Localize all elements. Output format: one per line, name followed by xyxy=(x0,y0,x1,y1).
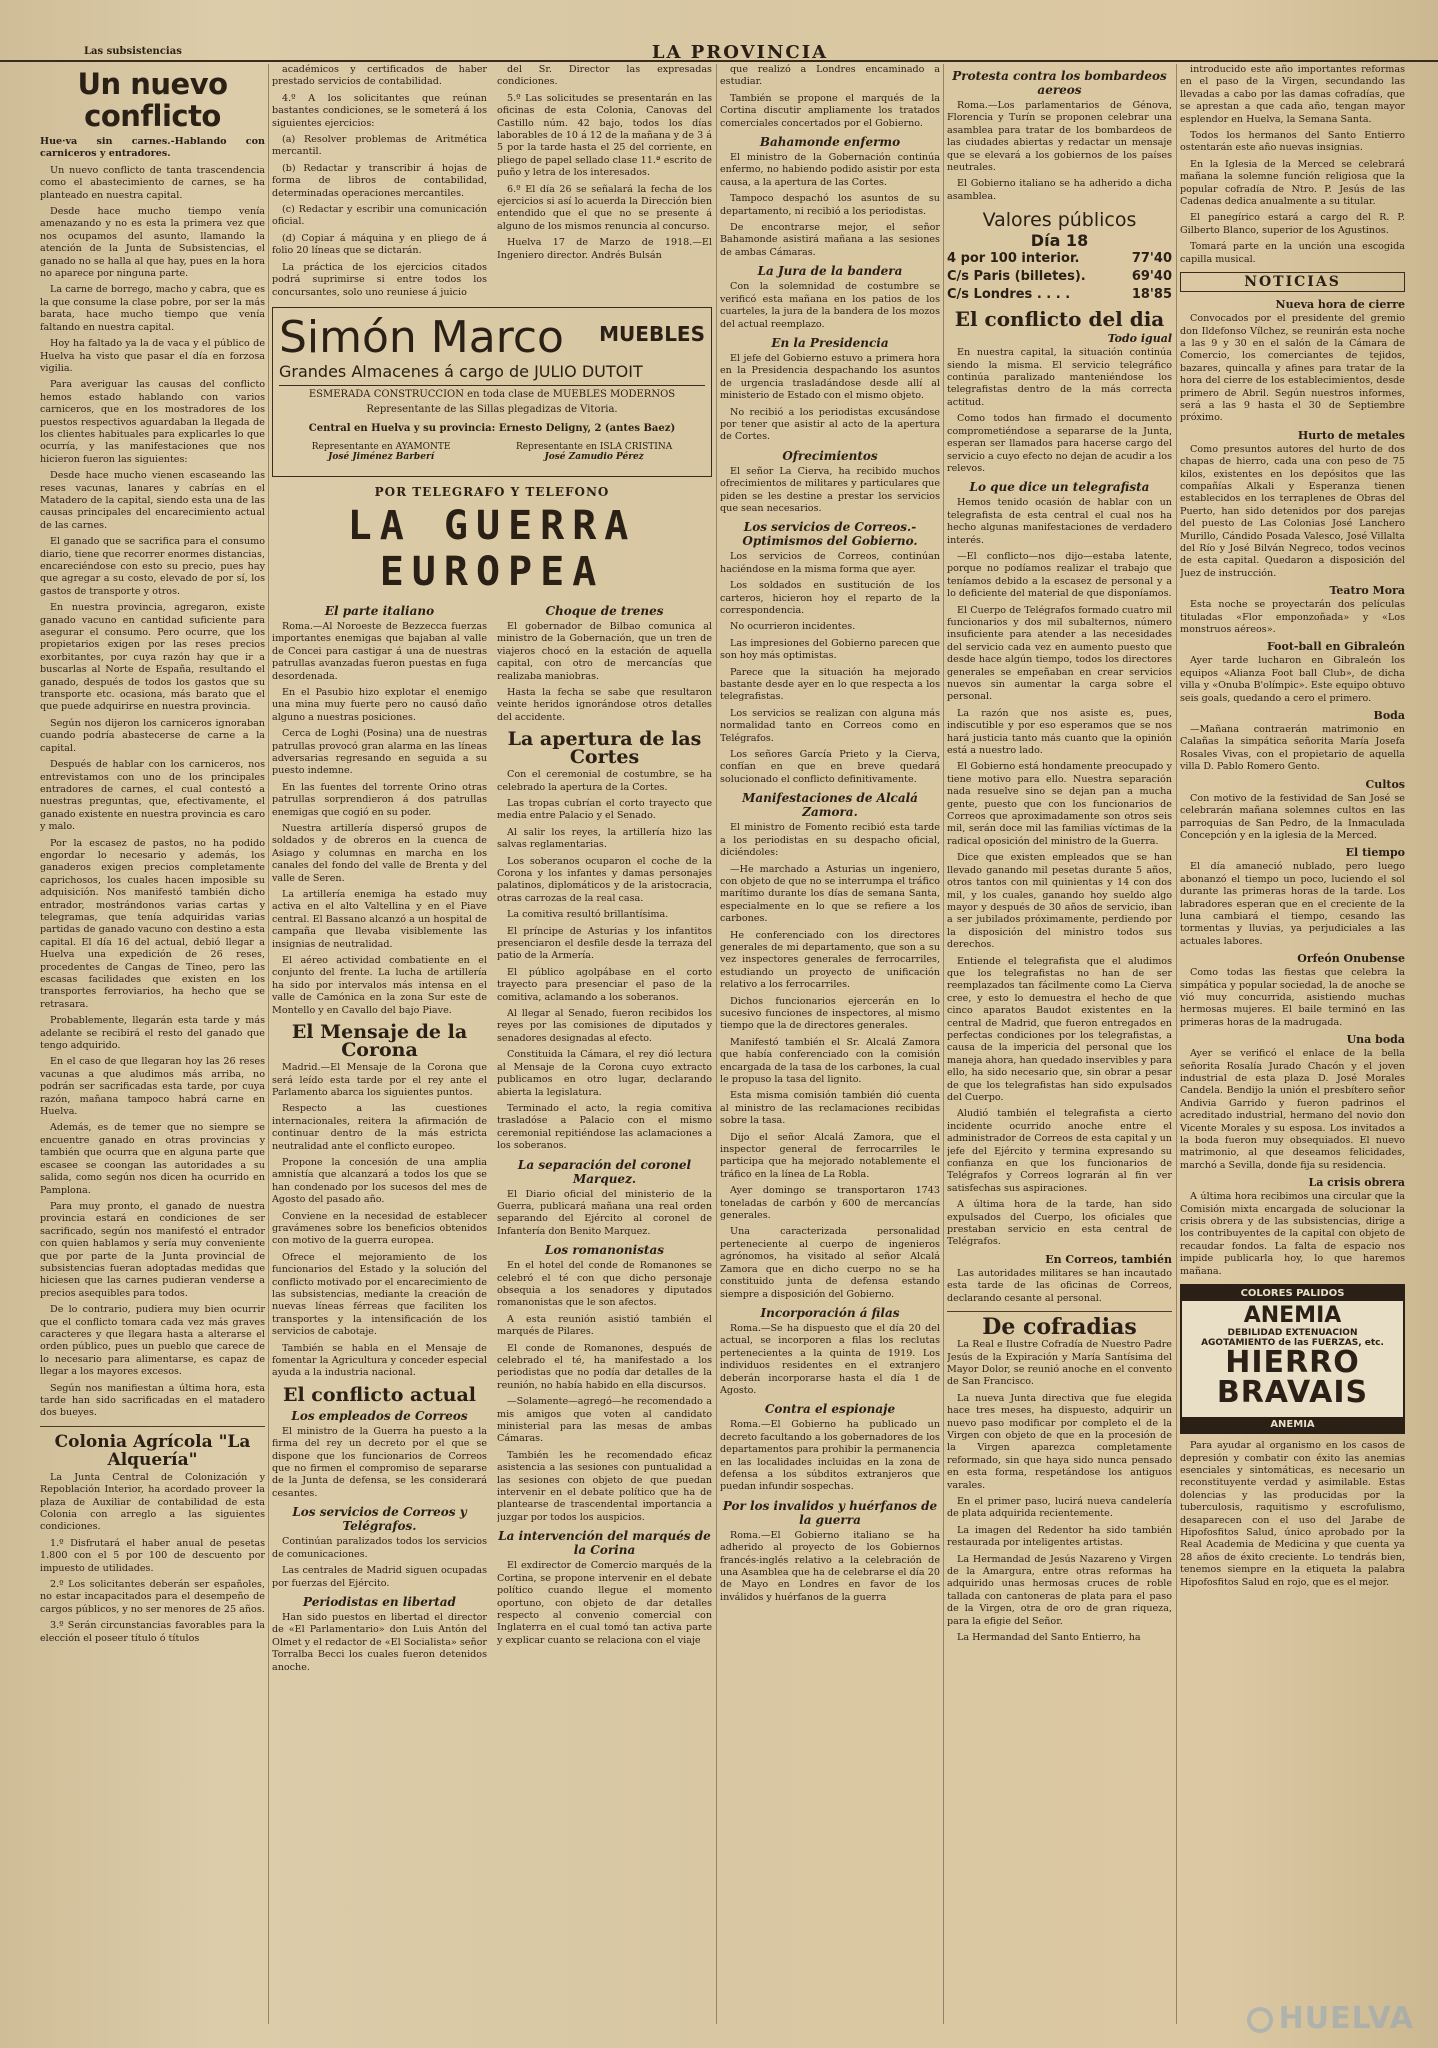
paragraph: académicos y certificados de haber prestado servicios de contabilidad. xyxy=(272,64,487,88)
paragraph: Madrid.—El Mensaje de la Corona que será leído esta tarde por el rey ante el Parlamento abarca los siguientes puntos. xyxy=(272,1062,487,1098)
paragraph: 2.º Los solicitantes deberán ser españoles, no estar incapacitados para el desempeño de cargos públicos, y no ser menores de 25 años. xyxy=(40,1579,265,1615)
ad-rep-ayamonte xyxy=(312,442,451,462)
paragraph: He conferenciado con los directores generales de mi departamento, que son a su vez inspectores generales de ferrocarriles, estudiando un proyecto de unificación relativo a los ferrocarriles. xyxy=(720,929,940,991)
paragraph: Respecto a las cuestiones internacionales, reitera la afirmación de continuar dentro de la más estricta neutralidad ante el conflicto europeo. xyxy=(272,1103,487,1152)
ad-rep-name: José Jiménez Barberí xyxy=(328,451,435,462)
valores-title: Valores públicos xyxy=(982,209,1137,232)
colonia-continued xyxy=(272,64,712,303)
paragraph: El Cuerpo de Telégrafos formado cuatro mil funcionarios y dos mil subalternos, número insuficiente para atender a las necesidades del servicio cada vez en aumento puesto que desde hace algún tiempo, todos los directores generales se empeñaban en crear servicios nuevos sin aumentar la carga sobre el personal. xyxy=(947,604,1172,703)
paragraph: El aéreo actividad combatiente en el conjunto del frente. La lucha de artillería ha sido por intervalos más intensa en el valle de Camónica en la zona Sur este de Montello y en Cavallo del bajo Piave. xyxy=(272,955,487,1016)
article-body xyxy=(1180,64,1405,266)
paragraph: Entiende el telegrafista que el aludimos que los telegrafistas no han de ser reemplazados tan fácilmente como La Cierva cree, y esto lo demuestra el hecho de que cinco aparatos Baudot existentes en la central de Madrid, que fueron entregados en perfectas condiciones por los telegrafistas, a causa de la impericia del personal que los maneja ahora, han quedado inservibles y para ello, ha sido necesario que, sin obrar a pesar de que los telegrafistas han sido expulsados del Cuerpo. xyxy=(947,955,1172,1103)
paragraph: Desde hace mucho tiempo venía amenazando y no es esta la primera vez que nos ocupamos del asunto, llamando la atención de la Junta de Subsistencias, el ganado no se halla al que hay, pues en la hora no aparece por ninguna parte. xyxy=(40,206,265,280)
paragraph: El exdirector de Comercio marqués de la Cortina, se propone intervenir en el debate político cuando llegue el momento oportuno, con objeto de dar detalles respecto al convenio comercial con Inglaterra en el cual tomó tan activa parte y explicar cuanto se relaciona con el viaje xyxy=(497,1560,712,1646)
news-item-title: Nueva hora de cierre xyxy=(1275,298,1405,312)
guerra-left xyxy=(272,599,487,1678)
paragraph: Roma.—Los parlamentarios de Génova, Florencia y Turín se proponen celebrar una asamblea para tratar de los bombardeos de las ciudades abiertas y redactar un mensaje que se elevará a los gobiernos de los países neutrales. xyxy=(947,100,1172,174)
paragraph: Tampoco despachó los asuntos de su departamento, ni recibió a los periodistas. xyxy=(720,193,940,217)
news-item-title: La crisis obrera xyxy=(1308,1176,1405,1190)
watermark-logo-icon xyxy=(1247,2007,1273,2033)
news-item-text: —Mañana contraerán matrimonio en Calañas la simpática señorita María Josefa Rosales Vivas, con el propietario de aquella villa D. Pablo Romero Gento. xyxy=(1180,724,1405,773)
article-body xyxy=(720,1419,940,1493)
paragraph: (c) Redactar y escribir una comunicación oficial. xyxy=(272,204,487,228)
subhead: El parte italiano xyxy=(324,603,435,618)
paragraph: Huelva 17 de Marzo de 1918.—El Ingeniero director. Andrés Bulsán xyxy=(497,237,712,261)
column-rule xyxy=(943,64,944,2024)
paragraph: La Hermandad de Jesús Nazareno y Virgen de la Amargura, entre otras reformas ha adquirido unas hermosas cruces de roble tallada con cantoneras de plata para el paso de la Virgen, otra de oro de gran riqueza, para la efigie del Señor. xyxy=(947,1553,1172,1627)
column-2 xyxy=(272,64,712,2024)
article-body xyxy=(497,64,712,303)
ad-brand-name: Simón Marco xyxy=(279,311,564,363)
column-rule xyxy=(1176,64,1177,2024)
paragraph: El jefe del Gobierno estuvo a primera hora en la Presidencia despachando los asuntos de urgencia trasladándose desde allí al ministerio de Estado con el mismo objeto. xyxy=(720,352,940,402)
headline-colonia: Colonia Agrícola "La Alquería" xyxy=(54,1431,251,1470)
article-body xyxy=(720,1530,940,1604)
ad-construction: ESMERADA CONSTRUCCION en toda clase de MUEBLES MODERNOS xyxy=(279,385,705,400)
subhead: Los romanonistas xyxy=(544,1243,664,1258)
paragraph: A última hora de la tarde, han sido expulsados del Cuerpo, los oficiales que prestaban servicio en esta central de Telégrafos. xyxy=(947,1199,1172,1248)
subhead: Manifestaciones de Alcalá Zamora. xyxy=(742,791,918,820)
paragraph: También les he recomendado eficaz asistencia a las sesiones con puntualidad a las sesiones con objeto de que puedan intervenir en el debate político que ha de plantearse de trascendental importancia a juzgar por todos los auspicios. xyxy=(497,1449,712,1523)
article-body xyxy=(272,1612,487,1674)
paragraph: En nuestra capital, la situación continúa siendo la misma. El servicio telegráfico continúa paralizado manteniéndose los telegrafistas dentro de la más correcta actitud. xyxy=(947,347,1172,408)
paragraph: Probablemente, llegarán esta tarde y más adelante se recibirá el resto del ganado que tengo adquirido. xyxy=(40,1015,265,1052)
article-body xyxy=(947,1339,1172,1644)
rate-label: C/s Paris (billetes). xyxy=(947,269,1086,285)
rate-label: 4 por 100 interior. xyxy=(947,251,1080,267)
paragraph: La Hermandad del Santo Entierro, ha xyxy=(957,1632,1141,1644)
article-body xyxy=(272,1062,487,1380)
paragraph: En el Pasubio hizo explotar el enemigo una mina muy fuerte pero no causó daño alguno a nuestras posiciones. xyxy=(272,686,487,723)
column-rule xyxy=(268,64,269,2024)
subhead: Los servicios de Correos y Telégrafos. xyxy=(292,1505,467,1534)
subhead: Lo que dice un telegrafista xyxy=(969,480,1150,495)
news-item-title: Teatro Mora xyxy=(1329,584,1405,598)
paragraph: Las tropas cubrían el corto trayecto que media entre Palacio y el Senado. xyxy=(497,797,712,822)
article-body xyxy=(497,1189,712,1239)
subhead: Por los invalidos y huérfanos de la guerra xyxy=(722,1498,938,1527)
paragraph: (a) Resolver problemas de Aritmética mercantil. xyxy=(272,134,487,158)
paragraph: El gobernador de Bilbao comunica al ministro de la Gobernación, que un tren de viajeros chocó en la estación de aquella capital, con otro de mercancías que realizaba maniobras. xyxy=(497,620,712,682)
article-body xyxy=(272,1426,487,1500)
paragraph: Propone la concesión de una amplia amnistía que alcanzará a todos los que se han condenado por los sucesos del mes de Agosto del pasado año. xyxy=(272,1156,487,1206)
article-body xyxy=(497,1560,712,1647)
paragraph: Según nos manifiestan a última hora, esta tarde han sido sacrificadas en el matadero dos bueyes. xyxy=(40,1382,265,1419)
paragraph: Terminado el acto, la regia comitiva trasladóse a Palacio con el mismo ceremonial repitiéndose las aclamaciones a los soberanos. xyxy=(497,1102,712,1152)
paragraph: Dijo el señor Alcalá Zamora, que el inspector general de ferrocarriles le participa que ha mejorado notablemente el tráfico en la línea de La Robla. xyxy=(720,1131,940,1180)
news-item-title: Hurto de metales xyxy=(1297,428,1405,442)
paragraph: Roma.—Se ha dispuesto que el día 20 del actual, se incorporen a filas los reclutas pertenecientes a la quinta de 1919. Los individuos residentes en el extranjero deberán incorporarse hasta el día 1 de Agosto. xyxy=(720,1322,940,1396)
rate-value: 18'85 xyxy=(1131,287,1172,303)
paragraph: Los señores García Prieto y la Cierva, confían en que en breve quedará solucionado el conflicto definitivamente. xyxy=(720,749,940,785)
headline-mensaje: El Mensaje de la Corona xyxy=(291,1021,468,1062)
subhead: Protesta contra los bombardeos aereos xyxy=(952,69,1167,97)
subhead: En la Presidencia xyxy=(771,335,889,350)
article-body xyxy=(947,1268,1172,1305)
guerra-right xyxy=(497,599,712,1678)
column-3 xyxy=(720,64,940,2024)
archive-watermark xyxy=(1247,2001,1414,2036)
masthead xyxy=(0,40,1438,62)
article-body xyxy=(720,353,940,444)
article-body xyxy=(720,822,940,1301)
divider xyxy=(40,1426,265,1427)
paragraph: Continúan paralizados todos los servicios de comunicaciones. xyxy=(272,1536,487,1560)
paragraph: Los servicios de Correos, continúan haciéndose en la misma forma que ayer. xyxy=(720,551,940,575)
news-item-text: A última hora recibimos una circular que la Comisión mixta encargada de solucionar la crisis obrera y de las subsistencias, dirige a los contribuyentes de la capital con objeto de recaudar fondos. La falta de espacio nos impide publicarla hoy, lo que haremos mañana. xyxy=(1180,1191,1405,1277)
article-body xyxy=(272,621,487,1017)
paragraph: El príncipe de Asturias y los infantitos presenciaron el desfile desde la terraza del patio de la Armería. xyxy=(497,925,712,962)
paragraph: Hoy ha faltado ya la de vaca y el público de Huelva ha visto que pasar el día en forzosa vigilia. xyxy=(40,338,265,374)
column-5 xyxy=(1180,64,1405,2024)
ad-bravais: BRAVAIS xyxy=(1216,1375,1369,1411)
paragraph: —He marchado a Asturias un ingeniero, con objeto de que no se interrumpa el tráfico marítimo durante los días de semana Santa, especialmente en lo que se refiere a los carbones. xyxy=(720,863,940,925)
paragraph: Una caracterizada personalidad perteneciente al cuerpo de ingenieros agrónomos, ha visitado al señor Alcalá Zamora que en dicho cuerpo no se ha constituido junta de defensa estando siempre a disposición del Gobierno. xyxy=(720,1226,940,1300)
paragraph: 1.º Disfrutará el haber anual de pesetas 1.800 con el 5 por 100 de descuento por impuesto de utilidades. xyxy=(40,1537,265,1574)
ad-agotamiento: AGOTAMIENTO de las FUERZAS, etc. xyxy=(1201,1338,1384,1349)
ad-debilidad: DEBILIDAD EXTENUACION xyxy=(1227,1328,1358,1339)
paragraph: El ministro de Fomento recibió esta tarde a los periodistas en su despacho oficial, diciéndoles: xyxy=(720,822,940,859)
headline-cofradias: De cofradias xyxy=(982,1314,1137,1341)
article-body xyxy=(497,621,712,724)
news-item-title: Boda xyxy=(1373,709,1405,723)
paragraph: No ocurrieron incidentes. xyxy=(730,621,856,633)
headline-conflicto-actual: El conflicto actual xyxy=(282,1383,477,1406)
ad-rep-label: Representante en ISLA CRISTINA xyxy=(516,441,673,452)
paragraph: El ministro de la Gobernación continúa enfermo, no habiendo podido asistir por esta causa, a la apertura de las Cortes. xyxy=(720,152,940,188)
headline-nuevo-conflicto: Un nuevo conflicto xyxy=(77,67,228,133)
column-rule xyxy=(716,64,717,2024)
article-body xyxy=(272,1536,487,1590)
subhead: Contra el espionaje xyxy=(764,1402,896,1417)
news-item-title: Orfeón Onubense xyxy=(1297,952,1405,966)
article-body xyxy=(720,551,940,786)
paragraph: Los soldados en sustitución de los carteros, hicieron hoy el reparto de la correspondencia. xyxy=(720,580,940,616)
paragraph: Los soberanos ocuparon el coche de la Corona y los infantes y damas personajes palatinos, diplomáticos y de la aristocracia, otras carrozas de la real casa. xyxy=(497,855,712,904)
rate-value: 77'40 xyxy=(1131,251,1172,267)
guerra-columns xyxy=(272,599,712,1678)
rate-value: 69'40 xyxy=(1131,269,1172,285)
news-item-title: El tiempo xyxy=(1345,846,1405,860)
subhead-right: En Correos, también xyxy=(1045,1252,1172,1266)
rates-list xyxy=(947,250,1172,304)
paragraph: Según nos dijeron los carniceros ignoraban cuando podría abastecerse de carne a la capital. xyxy=(40,717,265,754)
paragraph: Nuestra artillería dispersó grupos de soldados y de obreros en la cuenca de Asiago y columnas en marcha en los canales del fondo del valle de Brenta y del valle de Seren. xyxy=(272,823,487,884)
paragraph: La imagen del Redentor ha sido también restaurada por inteligentes artistas. xyxy=(947,1524,1172,1549)
news-item-text: Esta noche se proyectarán dos películas tituladas «Flor emponzoñada» y «Los monstruos aéreos». xyxy=(1180,599,1405,636)
article-body xyxy=(720,1323,940,1397)
paragraph: Las impresiones del Gobierno parecen que son hoy más optimistas. xyxy=(720,637,940,662)
news-item-text: Como presuntos autores del hurto de dos chapas de hierro, cada una con peso de 75 kilos, existentes en los depósitos que las compañías Alkali y Esperanza tienen establecidos en los terraplenes de Obras del Puerto, han sido detenidos por dos parejas del puesto de Las Colonias José Lanchero Murillo, Cándido Posada Valesco, José Villalta del Río y José Bilván Negreco, todos vecinos de esta capital. Quedaron a disposición del Juez de instrucción. xyxy=(1180,443,1405,579)
paragraph: La práctica de los ejercicios citados podrá suprimirse si entre todos los concursantes, solo uno reuniese á juicio xyxy=(272,261,487,298)
paragraph: Con el ceremonial de costumbre, se ha celebrado la apertura de la Cortes. xyxy=(497,769,712,793)
paragraph: El Diario oficial del ministerio de la Guerra, publicará mañana una real orden separando del Ejército al coronel de Infantería don Benito Marquez. xyxy=(497,1188,712,1237)
paragraph: La razón que nos asiste es, pues, indiscutible y por eso esperamos que se nos hará justicia tanto más cuanto que la opinión está a nuestro lado. xyxy=(947,707,1172,757)
paragraph: Al llegar al Senado, fueron recibidos los reyes por las comisiones de diputados y senadores designadas al efecto. xyxy=(497,1008,712,1044)
valores-day: Día 18 xyxy=(1030,231,1089,251)
paragraph: Hasta la fecha se sabe que resultaron veinte heridos ignorándose otros detalles del accidente. xyxy=(497,686,712,723)
paragraph: El Gobierno italiano se ha adherido a dicha asamblea. xyxy=(947,178,1172,202)
paragraph: Las centrales de Madrid siguen ocupadas por fuerzas del Ejército. xyxy=(272,1565,487,1589)
paragraph: La comitiva resultó brillantísima. xyxy=(507,909,669,921)
article-body xyxy=(40,1472,265,1645)
paragraph: Roma.—Al Noroeste de Bezzecca fuerzas importantes enemigas que bajaban al valle de Concei para castigar á una de nuestras patrullas avanzadas fueron puestas en fuga desordenada. xyxy=(272,620,487,682)
paragraph: Ayer domingo se transportaron 1743 toneladas de carbón y 600 de mercancías generales. xyxy=(720,1185,940,1222)
paragraph: A esta reunión asistió también el marqués de Pilares. xyxy=(497,1313,712,1338)
paragraph: (d) Copiar á máquina y en pliego de á folio 20 líneas que se dictarán. xyxy=(272,232,487,257)
paragraph: No recibió a los periodistas excusándose por tener que asistir al acto de la apertura de Cortes. xyxy=(720,406,940,443)
article-deck: Hue·va sin carnes.-Hablando con carniceros y entradores. xyxy=(40,136,265,160)
paragraph: También se habla en el Mensaje de fomentar la Agricultura y conceder especial ayuda a la industria nacional. xyxy=(272,1342,487,1379)
article-body xyxy=(720,281,940,331)
paragraph: La Junta Central de Colonización y Repoblación Interior, ha acordado proveer la plaza de Auxiliar de contabilidad de esta Colonia con arreglo a las siguientes condiciones. xyxy=(40,1471,265,1533)
rate-label: C/s Londres . . . . xyxy=(947,287,1071,303)
news-item-text: Convocados por el presidente del gremio don Ildefonso Vílchez, se reunirán esta noche a las 9 y 30 en el salón de la Cámara de Comercio, los comerciantes de tejidos, bazares, quincalla y afines para tratar de la hora del cierre de los establecimientos, desde primero de Abril. Según nuestros informes, será a las 9 hasta el 30 de Septiembre próximo. xyxy=(1180,313,1405,424)
headline-conflicto-dia: El conflicto del dia xyxy=(954,307,1165,332)
ad-rep-label: Representante en AYAMONTE xyxy=(311,441,451,452)
paragraph: La carne de borrego, macho y cabra, que es la que consume la clase pobre, por ser la más barata, hace mucho tiempo que venía faltando en nuestra capital. xyxy=(40,284,265,333)
advertisement-hierro-bravais xyxy=(1180,1284,1405,1434)
rate-row xyxy=(947,286,1172,304)
ad-anemia: ANEMIA xyxy=(1243,1303,1342,1329)
paragraph: 3.º Serán circunstancias favorables para la elección el poseer título ó títulos xyxy=(40,1620,265,1644)
paragraph: Después de hablar con los carniceros, nos entrevistamos con uno de los principales entradores de carnes, el cual contestó a nuestras preguntas, que, efectivamente, el ganado existente en nuestra provincia es caro y malo. xyxy=(40,759,265,833)
ad-central: Central en Huelva y su provincia: Ernesto Deligny, 2 (antes Baez) xyxy=(308,422,676,434)
paragraph: La Real e Ilustre Cofradía de Nuestro Padre Jesús de la Expiración y María Santísima del Mayor Dolor, se reunió anoche en el convento de San Francisco. xyxy=(947,1339,1172,1388)
ad-bottom-band: ANEMIA xyxy=(1182,1417,1403,1432)
ad-hierro: HIERRO xyxy=(1225,1345,1360,1381)
paragraph: En el primer paso, lucirá nueva candelería de plata adquirida recientemente. xyxy=(947,1495,1172,1520)
paragraph: El conde de Romanones, después de celebrado el té, ha manifestado a los periodistas que no podía dar detalles de la reunión, no había habido en ella discursos. xyxy=(497,1342,712,1391)
paragraph: Cerca de Loghi (Posina) una de nuestras patrullas provocó gran alarma en las líneas adversarias regresando en seguida a su puesto indemne. xyxy=(272,728,487,777)
article-body xyxy=(497,1260,712,1524)
ad-rep-name: José Zamudio Pérez xyxy=(544,451,644,462)
subhead: La Jura de la bandera xyxy=(757,264,903,279)
paragraph: introducido este año importantes reformas en el paso de la Virgen, secundando las llevadas a cabo por las damas cofradías, que se aprestan a que cada año, tengan mayor esplendor en Huelva, la Semana Santa. xyxy=(1180,64,1405,125)
paragraph: En el hotel del conde de Romanones se celebró el té con que dicho personaje obsequia a los senadores y diputados romanonistas que le son afectos. xyxy=(497,1260,712,1309)
article-body xyxy=(947,100,1172,203)
paragraph: Los servicios se realizan con alguna más normalidad tanto en Correos como en Telégrafos. xyxy=(720,707,940,744)
ad-representante: Representante de las Sillas plegadizas de Vitoria. xyxy=(366,403,618,415)
article-body xyxy=(720,152,940,259)
news-item-text: Ayer se verificó el enlace de la bella señorita Rosalía Jurado Chacón y el joven industrial de esta plaza D. José Morales Candela. Bendijo la unión el presbítero señor Andivia Garrido y fueron padrinos el acreditado industrial, hermano del novio don Vicente Morales y su esposa. Los invitados a la boda fueron muy obsequiados. El nuevo matrimonio, al que deseamos felicidades, marchó a Sevilla, donde fija su residencia. xyxy=(1180,1048,1405,1171)
paragraph: 6.º El día 26 se señalará la fecha de los ejercicios si así lo acuerda la Dirección bien entendido que el que no se presente á alguno de los mismos renuncia al concurso. xyxy=(497,183,712,232)
subhead: La separación del coronel Marquez. xyxy=(517,1157,692,1186)
subhead: Incorporación á filas xyxy=(760,1305,900,1320)
paragraph: En la Iglesia de la Merced se celebrará mañana la solemne función religiosa que la popular cofradía de Ntro. P. Jesús de las Cadenas dedica anualmente a su titular. xyxy=(1180,158,1405,208)
paragraph: —Solamente—agregó—he recomendado a mis amigos que voten al candidato ministerial para las mesas de ambas Cámaras. xyxy=(497,1396,712,1445)
subhead: Bahamonde enfermo xyxy=(759,135,901,150)
news-item-text: Ayer tarde lucharon en Gibraleón los equipos «Alianza Foot ball Club», de dicha villa y «Onuba B'olímpic». Este equipo obtuvo seis goals, quedando a cero el primero. xyxy=(1180,655,1405,704)
headline-apertura: La apertura de las Cortes xyxy=(507,728,702,769)
subhead: Choque de trenes xyxy=(545,603,664,618)
paragraph: Manifestó también el Sr. Alcalá Zamora que había conferenciado con la comisión encargada de la tasa de los carbones, la cual le propuso la tasa del lignito. xyxy=(720,1036,940,1085)
rate-row xyxy=(947,268,1172,286)
paragraph: En nuestra provincia, agregaron, existe ganado vacuno en cantidad suficiente para asegurar el consumo. Pero ocurre, que los propietarios exigen por las reses precios exorbitantes, por cuya razón hay que ir a buscarlas al Norte de España, resultando el ganado, después de todos los gastos que su transporte etc. ocasiona, más barato que el que puede adquirirse en nuestra provincia. xyxy=(40,602,265,713)
subhead: Ofrecimientos xyxy=(782,448,878,463)
subhead: La intervención del marqués de la Corina xyxy=(498,1529,711,1558)
paragraph: Constituida la Cámara, el rey dió lectura al Mensaje de la Corona cuyo extracto publicamos en otro lugar, declarando abierta la legislatura. xyxy=(497,1049,712,1098)
paragraph: En las fuentes del torrente Orino otras patrullas sorprendieron á dos patrullas enemigas que cogió en su poder. xyxy=(272,781,487,818)
ad-top-band: COLORES PALIDOS xyxy=(1182,1286,1403,1301)
article-body xyxy=(497,769,712,1152)
article-body xyxy=(40,165,265,1420)
paragraph: El Gobierno está hondamente preocupado y tiene motivo para ello. Nuestra separación nada resuelve sino se dejan pan a mucha gente, puesto que con los funcionarios de Correos que aproximadamente son otros seis mil, serán doce mil las familias víctimas de la radical oposición del ministro de la Guerra. xyxy=(947,761,1172,847)
paragraph: 5.º Las solicitudes se presentarán en las oficinas de esta Colonia, Canovas del Castillo núm. 42 bajo, todos los días laborables de 10 á 12 de la mañana y de 3 á 5 por la tarde hasta el 25 del corriente, en pliego de papel sellado clase 11.ª escrito de puño y letra de los interesados. xyxy=(497,92,712,179)
article-body xyxy=(1180,1440,1405,1589)
news-item-text: Como todas las fiestas que celebra la simpática y popular sociedad, la de anoche se vió muy concurrida, asistiendo muchas hermosas mujeres. El baile terminó en las primeras horas de la madrugada. xyxy=(1180,967,1405,1028)
paragraph: 4.º A los solicitantes que reúnan bastantes condiciones, se le someterá á los siguientes ejercicios: xyxy=(272,92,487,129)
paragraph: El ministro de la Guerra ha puesto a la firma del rey un decreto por el que se dispone que los funcionarios de Correos que no firmen el compromiso de separarse de la Junta de defensa, se les considerará cesantes. xyxy=(272,1425,487,1499)
paragraph: Todos los hermanos del Santo Entierro ostentarán este año nuevas insignias. xyxy=(1180,130,1405,154)
article-body xyxy=(947,347,1172,475)
news-item-title: Una boda xyxy=(1346,1033,1405,1047)
paragraph: —El conflicto—nos dijo—estaba latente, porque no podíamos realizar el trabajo que teníamos debido a la escasez de personal y a lo deficiente del material de que disponíamos. xyxy=(947,550,1172,600)
paragraph: Para averiguar las causas del conflicto hemos estado hablando con varios carniceros, que en los mostradores de los puestos respectivos aguardaban la llegada de los clientes habituales para explicarles lo que ocurría, y las manifestaciones que nos hicieron fueron las siguientes: xyxy=(40,379,265,465)
column-1 xyxy=(40,64,265,2024)
paragraph: Parece que la situación ha mejorado bastante desde ayer en lo que respecta a los telegrafistas. xyxy=(720,666,940,703)
paragraph: Ofrece el mejoramiento de los funcionarios del Estado y la solución del conflicto motivado por el encarecimiento de las subsistencias, mediante la creación de nuevas líneas férreas que faciliten los transportes y la intensificación de los servicios de cabotaje. xyxy=(272,1251,487,1338)
paragraph: Hemos tenido ocasión de hablar con un telegrafista de esta central el cual nos ha hecho algunas manifestaciones de verdadero interés. xyxy=(947,497,1172,546)
article-body xyxy=(947,497,1172,1249)
ad-representatives xyxy=(279,442,705,462)
paragraph: También se propone el marqués de la Cortina discutir ampliamente los tratados comerciales concertados por el Gobierno. xyxy=(720,92,940,129)
news-item-text: Con motivo de la festividad de San José se celebrarán mañana solemnes cultos en las parroquias de San Pedro, de la Inmaculada Concepción y en la iglesia de la Merced. xyxy=(1180,792,1405,841)
article-body xyxy=(720,466,940,516)
paragraph: El señor La Cierva, ha recibido muchos ofrecimientos de militares y particulares que piden se les destine a prestar los servicios que sean necesarios. xyxy=(720,465,940,514)
news-item-title: Foot-ball en Gibraleón xyxy=(1266,640,1405,654)
paragraph: Roma.—El Gobierno ha publicado un decreto facultando a los gobernadores de los departamentos para prohibir la permanencia en las localidades incluidas en la zona de defensa a los súbditos extranjeros que puedan infundir sospechas. xyxy=(720,1419,940,1493)
news-item-text: El día amaneció nublado, pero luego abonanzó el tiempo un poco, luciendo el sol durante las primeras horas de la tarde. Los labradores esperan que en el creciente de la luna cambiará el tiempo, cesando las tormentas y lluvias, ya perjudiciales a las actuales labores. xyxy=(1180,861,1405,947)
paragraph: Para ayudar al organismo en los casos de depresión y combatir con éxito las anemias esenciales y sintomáticas, es necesario un reconstituyente verdad y asimilable. Estas dolencias y las producidas por la tuberculosis, raquitismo y escrofulismo, desaparecen con el uso del Jarabe de Hipofosfitos Salud, único aprobado por la Real Academia de Medicina y que cuenta ya 28 años de éxito creciente. Lo tendrás bien, tenemos siempre en la etiqueta la palabra Hipofosfitos Salud en rojo, que es el mejor. xyxy=(1180,1440,1405,1588)
subhead: Los empleados de Correos xyxy=(291,1408,468,1423)
paragraph: Esta misma comisión también dió cuenta al ministro de las reclamaciones recibidas sobre la tasa. xyxy=(720,1090,940,1127)
rate-row xyxy=(947,250,1172,268)
watermark-text: HUELVA xyxy=(1278,2001,1414,2036)
news-items xyxy=(1180,298,1405,1278)
paragraph: En el caso de que llegaran hoy las 26 reses vacunas a que aludimos más arriba, no podrán ser sacrificadas esta tarde, por cuya razón, mañana tampoco habrá carne en Huelva. xyxy=(40,1056,265,1118)
subhead-right: Todo igual xyxy=(1107,332,1172,346)
paragraph: Un nuevo conflicto de tanta trascendencia como el abastecimiento de carnes, se ha planteado en nuestra capital. xyxy=(40,164,265,201)
paragraph: Aludió también el telegrafista a cierto incidente ocurrido anoche entre el administrador de Correos de esta capital y un jefe del Ejército y termina expresando su confianza en que los funcionarios de Telégrafos y Correos lograrán al fin ver satisfechas sus aspiraciones. xyxy=(947,1108,1172,1194)
article-body xyxy=(272,64,487,303)
subhead: Periodistas en libertad xyxy=(303,1594,456,1609)
paragraph: Además, es de temer que no siempre se encuentre ganado en otras provincias y también que ocurra que en alguna parte que escasee se coongan las autoridades a su salida, como según nos dicen ha ocurrido en Pamplona. xyxy=(40,1122,265,1196)
paragraph: del Sr. Director las expresadas condiciones. xyxy=(497,64,712,88)
ad-rep-isla xyxy=(516,442,672,462)
news-item-title: Cultos xyxy=(1365,777,1405,791)
paragraph: Como todos han firmado el documento comprometiéndose a separarse de la Junta, esperan ser llamados para hacerse cargo del servicio a cuyo efecto no dejan de acudir a los relevos. xyxy=(947,413,1172,474)
subhead: Los servicios de Correos.-Optimismos del Gobierno. xyxy=(742,520,918,549)
paragraph: Desde hace mucho vienen escaseando las reses vacunas, lanares y cabrías en el Matadero de la capital, siendo esta una de las causas principales del encarecimiento actual de las carnes. xyxy=(40,470,265,531)
paragraph: Han sido puestos en libertad el director de «El Parlamentario» don Luis Antón del Olmet y el redactor de «El Socialista» señor Torralba Becci los cuales fueron detenidos anoche. xyxy=(272,1611,487,1673)
article-body xyxy=(720,64,940,130)
paragraph: De lo contrario, pudiera muy bien ocurrir que el conflicto tomara cada vez más graves caracteres y que llegara hasta a alterarse el orden público, pues un pueblo que carece de lo necesario para alimentarse, es capaz de llegar a los mayores excesos. xyxy=(40,1304,265,1378)
ad-tagline: Grandes Almacenes á cargo de JULIO DUTOIT xyxy=(279,361,643,381)
paragraph: Al salir los reyes, la artillería hizo las salvas reglamentarias. xyxy=(497,826,712,851)
paragraph: El ganado que se sacrifica para el consumo diario, tiene que recorrer enormes distancias, encareciéndose con esto su precio, pues hay que agregar a su costo, elevado de por sí, los gastos de transporte y otros. xyxy=(40,536,265,597)
paragraph: Las autoridades militares se han incautado esta tarde de las oficinas de Correos, declarando cesante al personal. xyxy=(947,1267,1172,1304)
noticias-header: NOTICIAS xyxy=(1180,272,1405,292)
paragraph: La nueva Junta directiva que fue elegida hace tres meses, ha dispuesto, adquirir un nuevo paso modificar por completo el de la Virgen con objeto de que en la procesión de la Virgen aparezca completamente reformado, sin que haya sido nunca pensado en esta forma, respetándose los antiguos varales. xyxy=(947,1392,1172,1491)
paragraph: Para muy pronto, el ganado de nuestra provincia estará en condiciones de ser sacrificado, según nos manifestó el entrador con quien hablamos y sería muy conveniente que por parte de la Junta provincial de subsistencias fueran adoptadas medidas que hiciesen que las carnes pudieran venderse a precios asequibles para todos. xyxy=(40,1200,265,1299)
paragraph: Roma.—El Gobierno italiano se ha adherido al proyecto de los Gobiernos francés-inglés relativo a la celebración de una Asamblea que ha de celebrarse el día 20 de Mayo en Londres en favor de los inválidos y huérfanos de la guerra xyxy=(720,1529,940,1603)
paragraph: Dice que existen empleados que se han llevado ganando mil pesetas durante 5 años, otros tantos con mil quinientas y 14 con dos mil, y los cuales, ganando hoy sueldo algo mayor y después de 30 años de servicio, iban a ser jubilados próximamente, perdiendo por la disposición del ministro todos sus derechos. xyxy=(947,852,1172,951)
column-4 xyxy=(947,64,1172,2024)
paragraph: Tomará parte en la unción una escogida capilla musical. xyxy=(1180,241,1405,265)
paragraph: El panegírico estará a cargo del R. P. Gilberto Blanco, superior de los Agustinos. xyxy=(1180,212,1405,236)
paragraph: Con la solemnidad de costumbre se verificó esta mañana en los patios de los cuarteles, la jura de la bandera de los mozos del actual reemplazo. xyxy=(720,281,940,330)
paragraph: Conviene en la necesidad de establecer gravámenes sobre los beneficios obtenidos con motivo de la guerra europea. xyxy=(272,1210,487,1247)
paragraph: Dichos funcionarios ejercerán en lo sucesivo funciones de inspectores, al mismo tiempo que la de directores generales. xyxy=(720,995,940,1032)
paragraph: que realizó a Londres encaminado a estudiar. xyxy=(720,64,940,88)
section-title-guerra: LA GUERRA EUROPEA xyxy=(347,502,637,595)
paragraph: De encontrarse mejor, el señor Bahamonde asistirá mañana a las sesiones de ambas Cámaras. xyxy=(720,222,940,258)
ad-muebles: MUEBLES xyxy=(599,321,705,346)
paragraph: La artillería enemiga ha estado muy activa en el alto Valtellina y en el Piave central. El Bassano alcanzó a un hospital de campaña que llevaba visiblemente las insignias de neutralidad. xyxy=(272,889,487,950)
advertisement-simon-marco xyxy=(272,307,712,477)
paragraph: (b) Redactar y transcribir á hojas de forma de libros de contabilidad, determinadas operaciones mercantiles. xyxy=(272,162,487,199)
section-kicker: POR TELEGRAFO Y TELEFONO xyxy=(374,484,610,499)
paragraph: El público agolpábase en el corto trayecto para presenciar el paso de la comitiva, aclamando a los soberanos. xyxy=(497,966,712,1003)
valores-publicos xyxy=(947,209,1172,304)
masthead-left-label: Las subsistencias xyxy=(84,46,182,57)
newspaper-title: LA PROVINCIA xyxy=(651,42,829,63)
divider xyxy=(947,1311,1172,1312)
paragraph: Por la escasez de pastos, no ha podido engordar lo necesario y además, los ganaderos exigen precios completamente caprichosos, los cuales hacen imposible su adquisición. Nos manifestó también dicho entrador, mostrándonos varias cartas y telegramas, que tenía adquiridas varias partidas de ganado vacuno con destino a esta capital. El día 16 del actual, debió llegar a Huelva una expedición de 26 reses, procedentes de Cangas de Tineo, pero las escasas facilidades que existen en los transportes ferroviarios, ha hecho que se retrasara. xyxy=(40,837,265,1010)
